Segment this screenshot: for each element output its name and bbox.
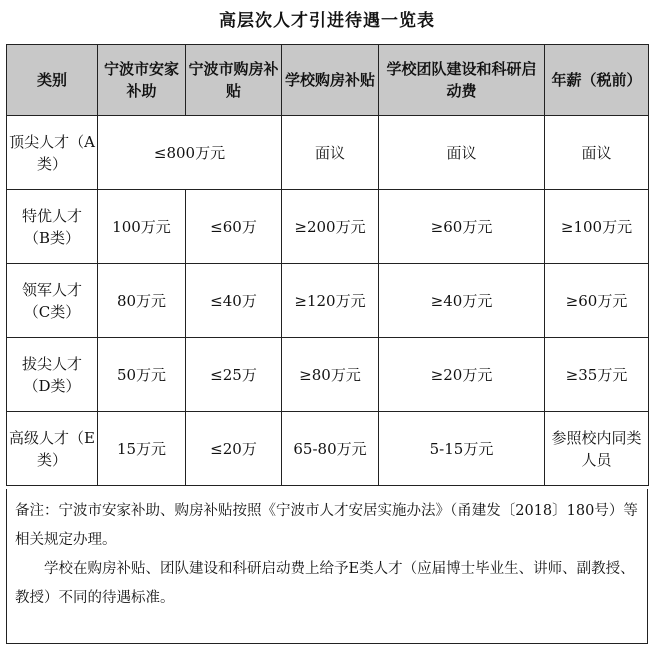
category-cell: 特优人才（B类） [7,190,98,264]
salary-cell: ≥100万元 [545,190,649,264]
note-paragraph: 备注：宁波市安家补助、购房补贴按照《宁波市人才安居实施办法》（甬建发〔2018〕180号）等相关规定办理。 [15,503,638,548]
salary-cell: 面议 [545,116,649,190]
header-settle-subsidy: 宁波市安家补助 [98,45,186,116]
table-header-row [7,45,649,116]
settle-cell: 50万元 [98,338,186,412]
housing-cell: ≤25万 [186,338,282,412]
notes-section [6,489,648,644]
school-housing-cell: ≥120万元 [282,264,379,338]
header-research-fund: 学校团队建设和科研启动费 [379,45,545,116]
school-housing-cell: ≥200万元 [282,190,379,264]
header-category: 类别 [7,45,98,116]
header-salary: 年薪（税前） [545,45,649,116]
table-row [7,338,649,412]
salary-cell: ≥35万元 [545,338,649,412]
settle-cell: 15万元 [98,412,186,486]
housing-cell: ≤40万 [186,264,282,338]
research-cell: ≥20万元 [379,338,545,412]
table-row [7,116,649,190]
school-housing-cell: 65-80万元 [282,412,379,486]
research-cell: ≥40万元 [379,264,545,338]
research-cell: ≥60万元 [379,190,545,264]
school-housing-cell: ≥80万元 [282,338,379,412]
housing-cell: ≤20万 [186,412,282,486]
merged-subsidy-cell: ≤800万元 [98,116,282,190]
page-title: 高层次人才引进待遇一览表 [219,11,435,31]
research-cell: 面议 [379,116,545,190]
salary-cell: ≥60万元 [545,264,649,338]
table-row [7,264,649,338]
talent-benefits-table [6,44,649,486]
school-housing-cell: 面议 [282,116,379,190]
category-cell: 领军人才（C类） [7,264,98,338]
housing-cell: ≤60万 [186,190,282,264]
note-paragraph: 学校在购房补贴、团队建设和科研启动费上给予E类人才（应届博士毕业生、讲师、副教授、教授）不同的待遇标准。 [15,561,635,606]
table-row [7,190,649,264]
salary-cell: 参照校内同类人员 [545,412,649,486]
category-cell: 拔尖人才（D类） [7,338,98,412]
category-cell: 高级人才（E类） [7,412,98,486]
settle-cell: 80万元 [98,264,186,338]
category-cell: 顶尖人才（A类） [7,116,98,190]
settle-cell: 100万元 [98,190,186,264]
research-cell: 5-15万元 [379,412,545,486]
header-school-housing: 学校购房补贴 [282,45,379,116]
table-row [7,412,649,486]
header-housing-subsidy: 宁波市购房补贴 [186,45,282,116]
